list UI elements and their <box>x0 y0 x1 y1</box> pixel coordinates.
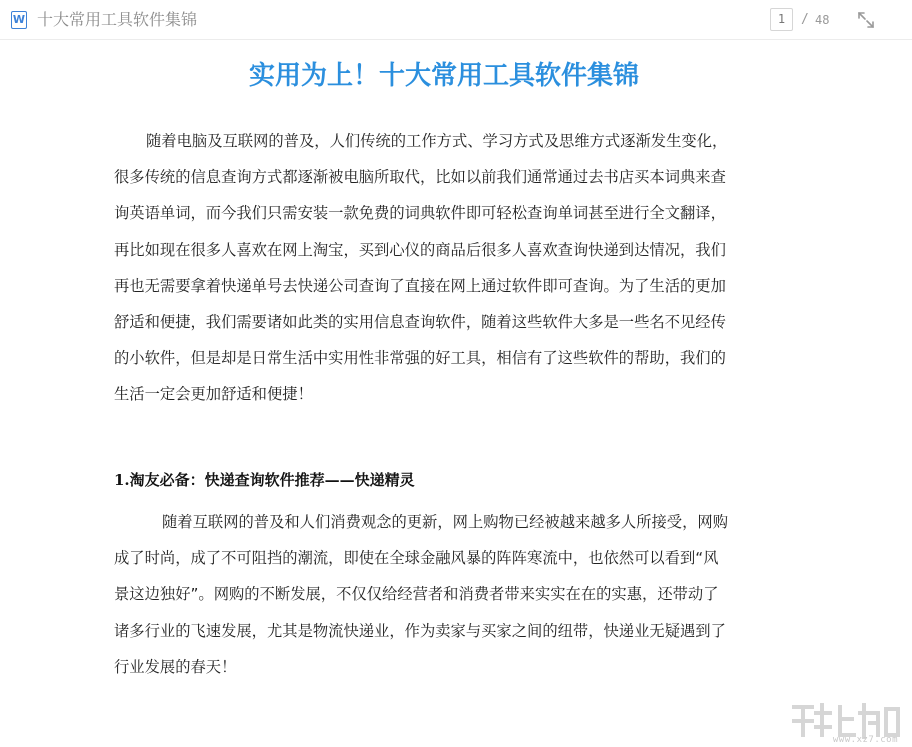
intro-paragraph <box>114 123 776 413</box>
page-separator: / <box>801 12 809 27</box>
paragraph-line: 生活一定会更加舒适和便捷！ <box>114 385 313 404</box>
section-heading: 1.淘友必备：快递查询软件推荐——快递精灵 <box>114 471 415 489</box>
total-pages: 48 <box>815 13 830 27</box>
paragraph-line: 随着电脑及互联网的普及，人们传统的工作方式、学习方式及思维方式逐渐发生变化， <box>146 132 728 150</box>
section-paragraph <box>114 504 776 685</box>
watermark-url: www.xz7.com <box>832 735 898 745</box>
paragraph-line: 随着互联网的普及和人们消费观念的更新，网上购物已经被越来越多人所接受，网购 <box>162 513 728 531</box>
paragraph-line: 询英语单词，而今我们只需安装一款免费的词典软件即可轻松查询单词甚至进行全文翻译， <box>114 204 726 223</box>
document-page <box>0 40 912 747</box>
document-name: 十大常用工具软件集锦 <box>37 10 198 29</box>
viewer-toolbar <box>0 0 912 40</box>
paragraph-line: 成了时尚，成了不可阻挡的潮流，即使在全球金融风暴的阵阵寒流中，也依然可以看到“风 <box>114 549 719 568</box>
expand-icon <box>856 10 876 30</box>
paragraph-line: 的小软件，但是却是日常生活中实用性非常强的好工具，相信有了这些软件的帮助，我们的 <box>114 349 726 368</box>
fullscreen-button[interactable] <box>856 10 876 30</box>
paragraph-line: 再也无需要拿着快递单号去快递公司查询了直接在网上通过软件即可查询。为了生活的更加 <box>114 276 726 295</box>
document-title: 实用为上！十大常用工具软件集锦 <box>248 61 639 91</box>
paragraph-line: 诸多行业的飞速发展，尤其是物流快递业，作为卖家与买家之间的纽带，快递业无疑遇到了 <box>114 621 726 640</box>
paragraph-line: 很多传统的信息查询方式都逐渐被电脑所取代，比如以前我们通常通过去书店买本词典来查 <box>114 168 726 187</box>
paragraph-line: 行业发展的春天！ <box>114 657 237 676</box>
paragraph-line: 再比如现在很多人喜欢在网上淘宝，买到心仪的商品后很多人喜欢查询快递到达情况，我们 <box>114 240 726 259</box>
current-page-input[interactable]: 1 <box>770 8 793 31</box>
word-document-icon: W <box>11 11 27 29</box>
paragraph-line: 舒适和便捷，我们需要诸如此类的实用信息查询软件，随着这些软件大多是一些名不见经传 <box>114 313 726 332</box>
partially-visible-line <box>114 736 776 746</box>
paragraph-line: 景这边独好”。网购的不断发展，不仅仅给经营者和消费者带来实实在在的实惠，还带动了 <box>114 585 719 604</box>
